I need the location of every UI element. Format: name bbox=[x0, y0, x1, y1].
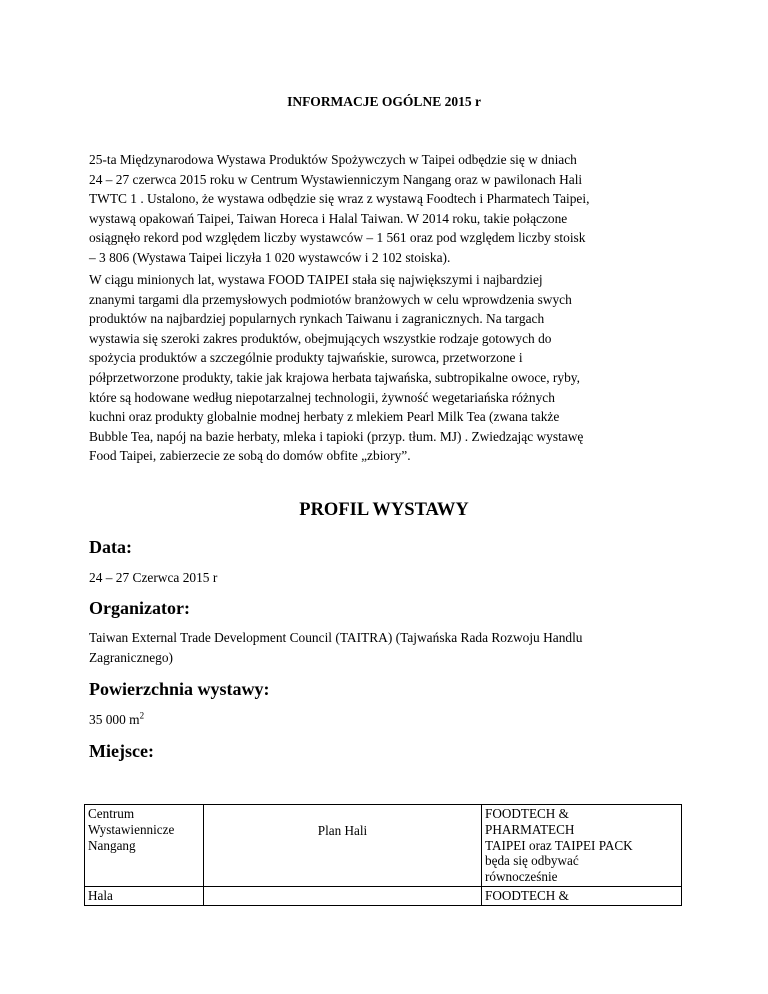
paragraph-line: spożycia produktów a szczególnie produkty tajwańskie, surowca, przetworzone i bbox=[89, 350, 523, 366]
paragraph-line: Food Taipei, zabierzecie ze sobą do domów obfite „zbiory”. bbox=[89, 448, 411, 464]
cell-line: równocześnie bbox=[485, 869, 558, 885]
paragraph-line: 25-ta Międzynarodowa Wystawa Produktów Spożywczych w Taipei odbędzie się w dniach bbox=[89, 152, 577, 167]
area-unit-superscript: 2 bbox=[139, 710, 145, 721]
organizer-heading: Organizator: bbox=[89, 598, 190, 618]
area-value bbox=[89, 710, 144, 730]
profile-heading: PROFIL WYSTAWY bbox=[299, 500, 469, 520]
cell-line: FOODTECH & bbox=[485, 887, 569, 903]
cell-line: Wystawiennicze bbox=[88, 821, 175, 837]
organizer-line: Taiwan External Trade Development Council (TAITRA) (Tajwańska Rada Rozwoju Handlu bbox=[89, 630, 583, 645]
intro-paragraph bbox=[89, 150, 689, 268]
table-cell bbox=[85, 805, 204, 887]
table-cell bbox=[482, 805, 682, 887]
paragraph-line: Bubble Tea, napój na bazie herbaty, mleka i tapioki (przyp. tłum. MJ) . Zwiedzając wystawę bbox=[89, 428, 584, 444]
paragraph-line: kuchni oraz produkty globalnie modnej herbaty z mlekiem Pearl Milk Tea (zwana także bbox=[89, 409, 560, 425]
paragraph-line: półprzetworzone produkty, takie jak krajowa herbata tajwańska, subtropikalne owoce, ryby, bbox=[89, 369, 580, 385]
organizer-value bbox=[89, 628, 583, 667]
paragraph-line: wystawą opakowań Taipei, Taiwan Horeca i Halal Taiwan. W 2014 roku, takie połączone bbox=[89, 210, 568, 226]
paragraph-line: TWTC 1 . Ustalono, że wystawa odbędzie się wraz z wystawą Foodtech i Pharmatech Taipei, bbox=[89, 191, 590, 207]
date-value: 24 – 27 Czerwca 2015 r bbox=[89, 570, 218, 585]
table-cell bbox=[482, 886, 682, 905]
organizer-line: Zagranicznego) bbox=[89, 649, 174, 665]
area-number: 35 000 m bbox=[89, 712, 140, 727]
paragraph-line: – 3 806 (Wystawa Taipei liczyła 1 020 wystawców i 2 102 stoiska). bbox=[89, 249, 451, 265]
paragraph-line: W ciągu minionych lat, wystawa FOOD TAIPEI stała się największymi i najbardziej bbox=[89, 272, 543, 287]
table-row bbox=[85, 886, 682, 905]
cell-line: TAIPEI oraz TAIPEI PACK bbox=[485, 837, 633, 853]
cell-line: Centrum bbox=[88, 806, 135, 821]
paragraph-line: osiągnęło rekord pod względem liczby wystawców – 1 561 oraz pod względem liczby stoisk bbox=[89, 230, 586, 246]
table-cell bbox=[204, 886, 482, 905]
paragraph-line: 24 – 27 czerwca 2015 roku w Centrum Wystawienniczym Nangang oraz w pawilonach Hali bbox=[89, 171, 583, 187]
cell-line: Hala bbox=[88, 887, 113, 903]
document-title: INFORMACJE OGÓLNE 2015 r bbox=[287, 94, 481, 109]
paragraph-line: które są hodowane według niepotarzalnej technologii, żywność wegetariańska różnych bbox=[89, 389, 555, 405]
paragraph-line: wystawia się szeroki zakres produktów, obejmujących wszystkie rodzaje gotowych do bbox=[89, 330, 552, 346]
venue-heading: Miejsce: bbox=[89, 741, 154, 761]
paragraph-line: produktów na najbardziej popularnych rynkach Taiwanu i zagranicznych. Na targach bbox=[89, 311, 545, 327]
history-paragraph bbox=[89, 270, 689, 466]
date-heading: Data: bbox=[89, 537, 132, 557]
cell-line: PHARMATECH bbox=[485, 821, 575, 837]
area-heading: Powierzchnia wystawy: bbox=[89, 679, 270, 699]
cell-line: będa się odbywać bbox=[485, 853, 579, 869]
table-cell bbox=[85, 886, 204, 905]
cell-line: FOODTECH & bbox=[485, 806, 569, 821]
venue-table bbox=[84, 804, 682, 906]
hall-plan-label: Plan Hali bbox=[317, 823, 368, 838]
cell-line: Nangang bbox=[88, 837, 136, 853]
table-cell bbox=[204, 805, 482, 887]
paragraph-line: znanymi targami dla przemysłowych podmiotów branżowych w celu wprowdzenia swych bbox=[89, 291, 572, 307]
table-row bbox=[85, 805, 682, 887]
